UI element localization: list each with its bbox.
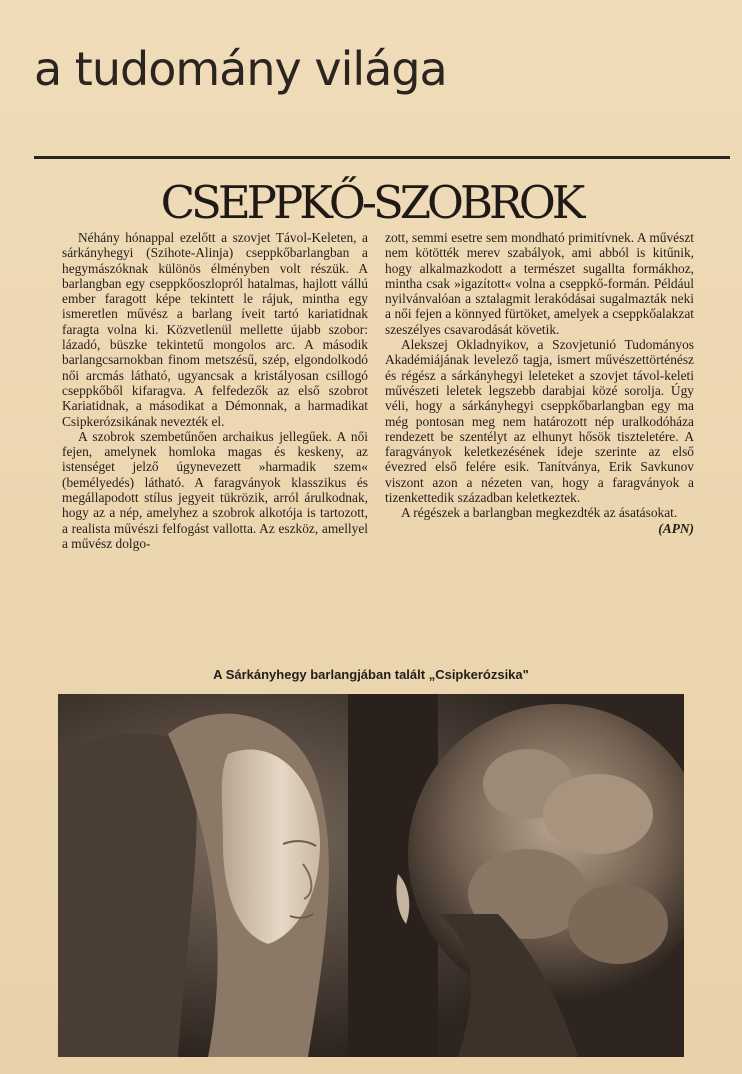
article-paragraph: zott, semmi esetre sem mondható primitívnek. A művészt nem kötötték merev szabályok, ami abból is kitűnik, hogy alkalmazkodott a természet sugallta formákhoz, mintha csak »igazított« volna a cseppkő-formán. Például nyilvánvalóan a sztalagmit lerakódásai sugalmazták neki a női fejen a könnyed fürtöket, amelyek a cseppkőalakzat szeszélyes csavarodását követik. (385, 230, 694, 337)
header-rule (34, 156, 730, 159)
article-credit: (APN) (658, 520, 694, 536)
article-paragraph: Alekszej Okladnyikov, a Szovjetunió Tudományos Akadémiájának levelező tagja, ismert művészettörténész és régész a sárkányhegyi leleteket a szovjet távol-keleti művészeti leletek legszebb darabjai közé sorolja. Úgy véli, hogy a sárkányhegyi cseppkőbarlangban egy ma még pontosan meg nem határozott nép uralkodóháza rendezett be szentélyt az elhunyt hősök tiszteletére. A faragványok keletkezésének ideje szerinte az első évezred első felére esik. Tanítványa, Erik Savkunov viszont azon a nézeten van, hogy a faragványok a tizenkettedik században keletkeztek. (385, 337, 694, 506)
photo-illustration (58, 694, 684, 1057)
article-paragraph: A régészek a barlangban megkezdték az ásatásokat. (401, 505, 678, 521)
article-column-left (62, 230, 368, 551)
article-column-right (385, 230, 694, 536)
cave-sculpture-photo (58, 694, 684, 1057)
article-headline: CSEPPKŐ-SZOBROK (160, 176, 582, 229)
article-paragraph: Néhány hónappal ezelőtt a szovjet Távol-Keleten, a sárkányhegyi (Szihote-Alinja) cseppkőbarlangban a hegymászóknak különös élményben volt részük. A barlangban egy cseppkőoszlopról hatalmas, hajlott vállú ember faragott képe tekintett le rájuk, mintha egy ismeretlen művész a barlang íveit tartó kariatidnak faragta volna ki. Közvetlenül mellette újabb szobor: lázadó, büszke tekintetű mongolos arc. A második barlangcsarnokban finom metszésű, szép, elgondolkodó női arcmás látható, ugyancsak a kristályosan csillogó cseppkőből kifaragva. A felfedezők az első szobrot Kariatidnak, a másodikat a Démonnak, a harmadikat Csipkerózsikának nevezték el. (62, 230, 368, 429)
section-title: a tudomány világa (34, 42, 447, 96)
photo-caption: A Sárkányhegy barlangjában talált „Csipkerózsika" (213, 667, 529, 682)
article-paragraph: A szobrok szembetűnően archaikus jellegűek. A női fejen, amelynek homloka magas és keskeny, az istenséget jelző úgynevezett »harmadik szem« (bemélyedés) látható. A faragványok klasszikus és megállapodott stílus jegyeit tükrözik, arról árulkodnak, hogy az a nép, amelyhez a szobrok alkotója is tartozott, a realista művészi felfogást vallotta. Az eszköz, amellyel a művész dolgo- (62, 428, 368, 551)
